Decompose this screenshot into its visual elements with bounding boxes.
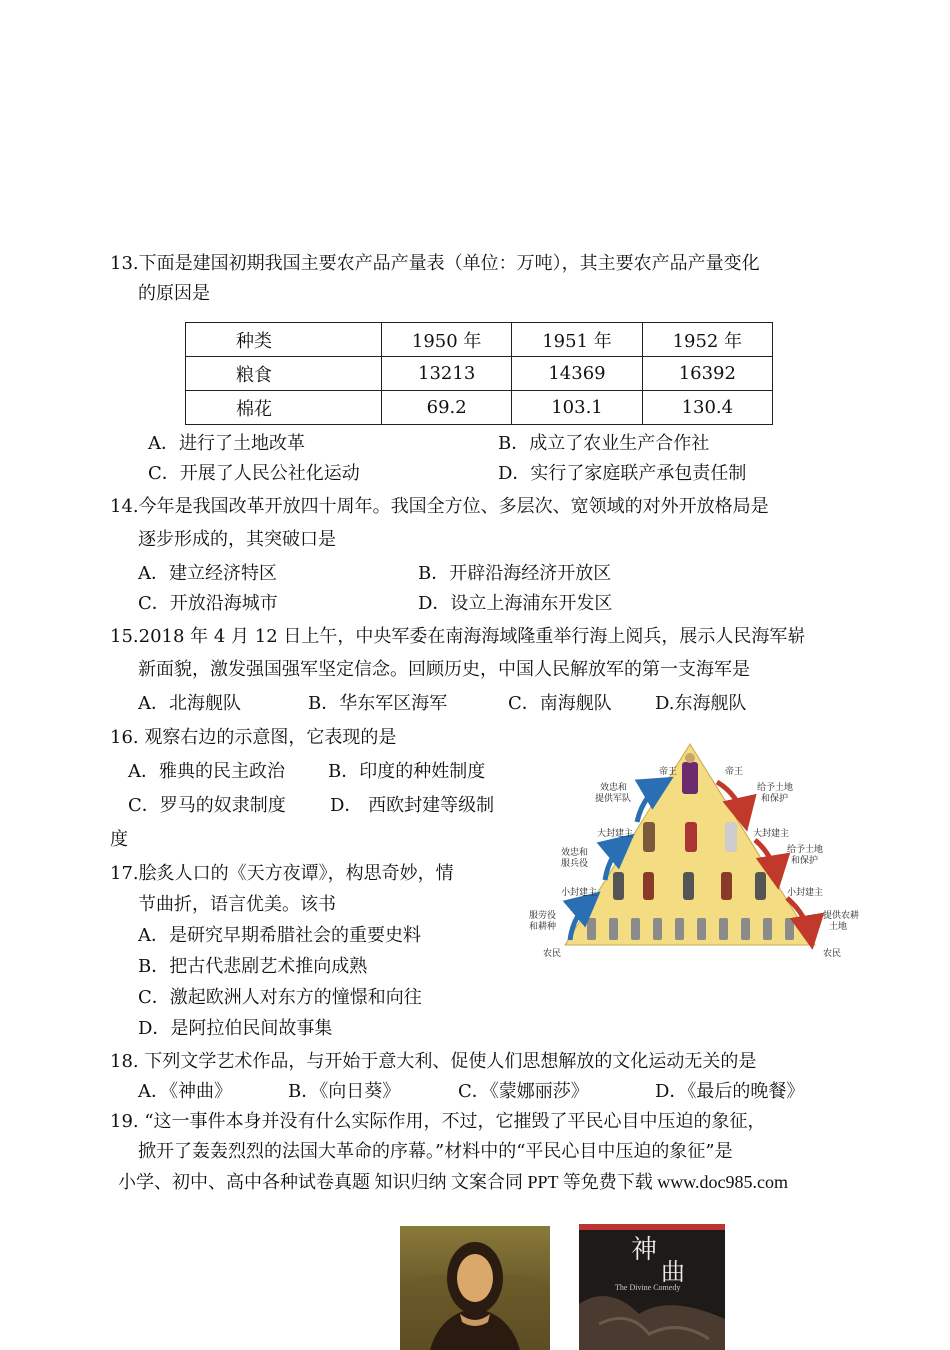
q15-option-b: B．华东军区海军 xyxy=(308,693,448,714)
q16-option-d: D． 西欧封建等级制 xyxy=(330,795,495,816)
q18-option-c: C．《蒙娜丽莎》 xyxy=(458,1081,589,1102)
label-left-top: 帝王 xyxy=(658,767,677,777)
q19-stem-line1: 19. “这一事件本身并没有什么实际作用，不过，它摧毁了平民心目中压迫的象征， xyxy=(110,1111,766,1132)
q13-option-d: D．实行了家庭联产承包责任制 xyxy=(498,463,747,484)
label-left-mid: 大封建主 xyxy=(597,829,634,839)
q13-stem-line1: 13.下面是建国初期我国主要农产品产量表（单位：万吨），其主要农产品产量变化 xyxy=(110,253,760,274)
q18-stem: 18. 下列文学艺术作品，与开始于意大利、促使人们思想解放的文化运动无关的是 xyxy=(110,1051,757,1072)
q13-stem-line2: 的原因是 xyxy=(138,283,210,304)
table-header-row xyxy=(186,323,773,357)
table-cell: 69.2 xyxy=(382,391,512,425)
feudal-pyramid-diagram xyxy=(525,740,860,970)
label-l1b: 提供军队 xyxy=(595,794,632,804)
cover-title-1: 神 xyxy=(631,1235,658,1265)
q19-stem-line2: 掀开了轰轰烈烈的法国大革命的序幕。”材料中的“平民心目中压迫的象征”是 xyxy=(138,1141,733,1162)
q14-stem-line1: 14.今年是我国改革开放四十周年。我国全方位、多层次、宽领域的对外开放格局是 xyxy=(110,496,769,517)
q15-option-d: D.东海舰队 xyxy=(655,693,747,714)
label-r1b: 和保护 xyxy=(761,794,789,804)
label-right-bottom: 农民 xyxy=(823,949,842,959)
label-r2a: 给予土地 xyxy=(787,845,824,855)
q16-option-b: B．印度的种姓制度 xyxy=(328,761,486,782)
q17-option-d: D．是阿拉伯民间故事集 xyxy=(138,1018,333,1039)
label-l2a: 效忠和 xyxy=(561,848,589,858)
q14-stem-line2: 逐步形成的，其突破口是 xyxy=(138,529,336,550)
q15-option-c: C．南海舰队 xyxy=(508,693,612,714)
q16-option-c: C．罗马的奴隶制度 xyxy=(128,795,286,816)
table-cell: 粮食 xyxy=(186,357,382,391)
mona-lisa-painting xyxy=(400,1226,550,1350)
label-l3b: 和耕种 xyxy=(529,922,557,932)
q17-option-c: C．激起欧洲人对东方的憧憬和向往 xyxy=(138,987,422,1008)
label-left-low: 小封建主 xyxy=(561,888,598,898)
table-cell: 130.4 xyxy=(642,391,772,425)
label-right-top: 帝王 xyxy=(725,767,744,777)
table-header-cell: 1951 年 xyxy=(512,323,642,357)
table-cell: 棉花 xyxy=(186,391,382,425)
q16-option-a: A．雅典的民主政治 xyxy=(128,761,285,782)
divine-comedy-cover xyxy=(579,1224,725,1350)
q18-option-d: D．《最后的晚餐》 xyxy=(655,1081,805,1102)
q17-stem-line2: 节曲折，语言优美。该书 xyxy=(138,894,336,915)
label-right-low: 小封建主 xyxy=(787,888,824,898)
q17-option-a: A．是研究早期希腊社会的重要史料 xyxy=(138,925,421,946)
table-row xyxy=(186,391,773,425)
q15-option-a: A．北海舰队 xyxy=(138,693,241,714)
label-l2b: 服兵役 xyxy=(561,859,589,869)
cover-subtitle: The Divine Comedy xyxy=(615,1283,681,1292)
q13-option-b: B．成立了农业生产合作社 xyxy=(498,433,710,454)
label-left-bottom: 农民 xyxy=(543,949,562,959)
label-l1a: 效忠和 xyxy=(600,783,628,793)
q14-option-a: A．建立经济特区 xyxy=(138,563,277,584)
label-r1a: 给予土地 xyxy=(757,783,794,793)
table-cell: 103.1 xyxy=(512,391,642,425)
q15-stem-line2: 新面貌，激发强国强军坚定信念。回顾历史，中国人民解放军的第一支海军是 xyxy=(138,659,750,680)
q13-option-c: C．开展了人民公社化运动 xyxy=(148,463,360,484)
table-cell: 16392 xyxy=(642,357,772,391)
production-table xyxy=(185,322,773,425)
table-header-cell: 1950 年 xyxy=(382,323,512,357)
label-right-mid: 大封建主 xyxy=(753,829,790,839)
label-r3b: 土地 xyxy=(829,922,848,932)
table-header-cell: 种类 xyxy=(186,323,382,357)
q14-option-c: C．开放沿海城市 xyxy=(138,593,278,614)
cover-title-2: 曲 xyxy=(661,1258,685,1286)
table-row xyxy=(186,357,773,391)
table-cell: 14369 xyxy=(512,357,642,391)
label-l3a: 服劳役 xyxy=(529,911,557,921)
label-r2b: 和保护 xyxy=(791,856,819,866)
q17-option-b: B．把古代悲剧艺术推向成熟 xyxy=(138,956,368,977)
q15-stem-line1: 15.2018 年 4 月 12 日上午，中央军委在南海海域隆重举行海上阅兵，展示人民海军崭 xyxy=(110,626,806,647)
q14-option-d: D．设立上海浦东开发区 xyxy=(418,593,613,614)
table-cell: 13213 xyxy=(382,357,512,391)
q18-option-b: B．《向日葵》 xyxy=(288,1081,401,1102)
table-header-cell: 1952 年 xyxy=(642,323,772,357)
page-footer: 小学、初中、高中各种试卷真题 知识归纳 文案合同 PPT 等免费下载 www.doc985.com xyxy=(118,1172,788,1192)
q13-option-a: A．进行了土地改革 xyxy=(148,433,305,454)
q14-option-b: B．开辟沿海经济开放区 xyxy=(418,563,612,584)
q16-option-d-continued: 度 xyxy=(110,829,128,850)
q17-stem-line1: 17.脍炙人口的《天方夜谭》，构思奇妙，情 xyxy=(110,863,454,884)
label-r3a: 提供农耕 xyxy=(823,911,860,921)
q18-option-a: A．《神曲》 xyxy=(138,1081,232,1102)
q16-stem: 16. 观察右边的示意图，它表现的是 xyxy=(110,727,397,748)
